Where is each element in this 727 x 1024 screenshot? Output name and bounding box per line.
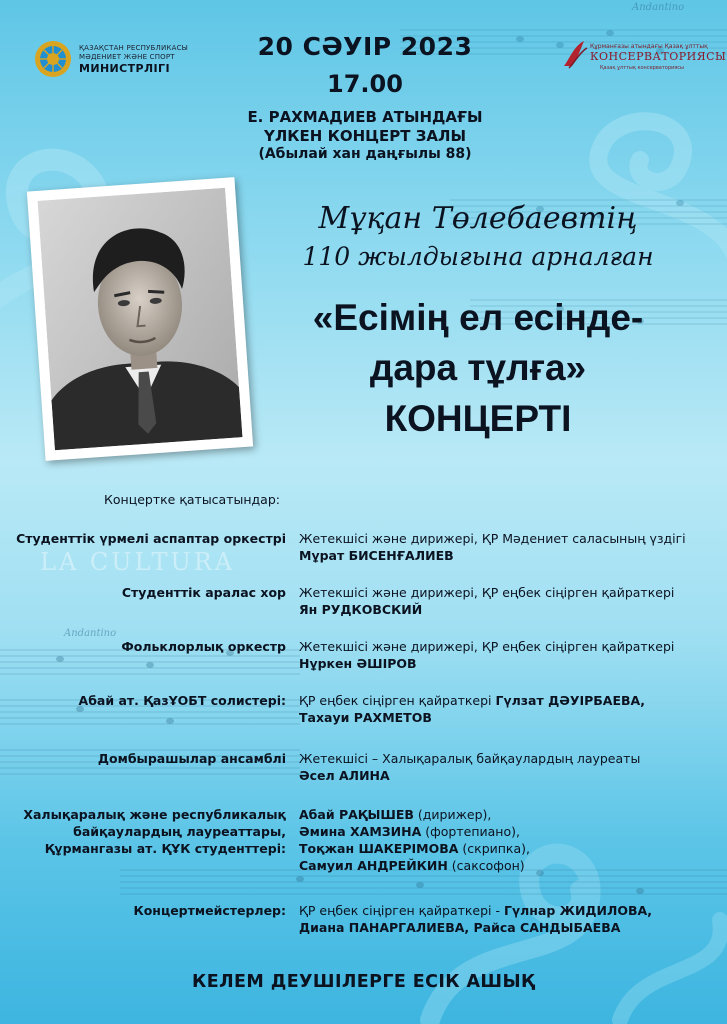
participant-title: (саксофон) bbox=[447, 858, 525, 873]
participant-details-line bbox=[299, 530, 686, 547]
participant-details-line bbox=[299, 584, 674, 601]
participant-group-label bbox=[23, 806, 286, 857]
portrait-image bbox=[38, 188, 243, 451]
participant-details bbox=[299, 902, 652, 936]
participant-group-label-line: Құрмангазы ат. ҚҰК студенттері: bbox=[44, 841, 286, 856]
participant-group-label-line: Студенттік үрмелі аспаптар оркестрі bbox=[16, 531, 286, 546]
participant-group-label bbox=[122, 584, 286, 601]
tempo-marking-bottom: Andantino bbox=[64, 628, 117, 639]
participant-details-line bbox=[299, 823, 530, 840]
participant-details-line bbox=[299, 692, 645, 709]
participant-group-label-line: Абай ат. ҚазҰОБТ солистері: bbox=[78, 693, 286, 708]
participants-intro: Концертке қатысатындар: bbox=[104, 492, 280, 507]
venue-address: (Абылай хан даңғылы 88) bbox=[258, 146, 472, 162]
participant-group-label bbox=[79, 692, 286, 709]
conservatory-line-2: КОНСЕРВАТОРИЯСЫ bbox=[590, 50, 727, 63]
concert-time: 17.00 bbox=[327, 70, 403, 98]
ministry-line-1: ҚАЗАҚСТАН РЕСПУБЛИКАСЫ bbox=[79, 44, 189, 52]
participant-name: Самуил АНДРЕЙКИН bbox=[299, 858, 448, 873]
participant-name: Тахауи РАХМЕТОВ bbox=[299, 710, 432, 725]
participant-details-line bbox=[299, 919, 652, 936]
participant-details-line bbox=[299, 767, 640, 784]
venue-line-2: ҮЛКЕН КОНЦЕРТ ЗАЛЫ bbox=[263, 127, 467, 145]
participant-title: ҚР еңбек сіңірген қайраткері - bbox=[299, 903, 504, 918]
participant-name: Гүлзат ДӘУІРБАЕВА, bbox=[495, 693, 645, 708]
participant-name: Мұрат БИСЕНҒАЛИЕВ bbox=[299, 548, 454, 563]
participant-details-line bbox=[299, 709, 645, 726]
participant-group-label bbox=[134, 902, 287, 919]
participant-title: Жетекшісі және дирижері, ҚР Мәдениет саласының үздігі bbox=[299, 531, 686, 546]
footer-invitation: КЕЛЕМ ДЕУШІЛЕРГЕ ЕСІК АШЫҚ bbox=[192, 972, 535, 992]
concert-date: 20 СӘУІР 2023 bbox=[257, 32, 473, 61]
faded-background-text: LA CULTURA bbox=[40, 548, 236, 576]
participant-group-label-line: Фольклорлық оркестр bbox=[121, 639, 286, 654]
participant-details bbox=[299, 638, 674, 672]
participant-details bbox=[299, 806, 530, 874]
participant-details bbox=[299, 750, 640, 784]
venue-line-1: Е. РАХМАДИЕВ АТЫНДАҒЫ bbox=[247, 108, 483, 126]
conservatory-line-3: Қазақ ұлттық консерваториясы bbox=[600, 65, 684, 71]
participant-title: (фортепиано), bbox=[421, 824, 520, 839]
participant-details bbox=[299, 692, 645, 726]
participant-name: Гүлнар ЖИДИЛОВА, bbox=[504, 903, 652, 918]
participant-details bbox=[299, 584, 674, 618]
participant-details-line bbox=[299, 547, 686, 564]
ministry-line-2: МӘДЕНИЕТ ЖӘНЕ СПОРТ bbox=[79, 53, 175, 61]
title-line-3: «Есімің ел есінде- bbox=[312, 297, 644, 338]
tempo-marking-top: Andantino bbox=[632, 2, 685, 13]
participant-details-line bbox=[299, 655, 674, 672]
participant-details-line bbox=[299, 638, 674, 655]
participant-details-line bbox=[299, 750, 640, 767]
participant-title: Жетекшісі және дирижері, ҚР еңбек сіңірген қайраткері bbox=[299, 639, 675, 654]
participant-title: ҚР еңбек сіңірген қайраткері bbox=[299, 693, 496, 708]
ministry-line-3: МИНИСТРЛІГІ bbox=[79, 62, 170, 75]
participant-group-label-line: Халықаралық және республикалық bbox=[23, 807, 286, 822]
title-line-4: дара тұлға» bbox=[369, 347, 587, 388]
conservatory-line-1: Құрманғазы атындағы Қазақ ұлттық bbox=[590, 43, 708, 50]
participant-name: Әсел АЛИНА bbox=[299, 768, 390, 783]
participant-details-line bbox=[299, 902, 652, 919]
title-line-5: КОНЦЕРТІ bbox=[384, 398, 572, 439]
participant-group-label bbox=[98, 750, 286, 767]
title-line-2: 110 жылдығына арналған bbox=[302, 242, 654, 271]
participant-name: Тоқжан ШАКЕРІМОВА bbox=[299, 841, 459, 856]
participant-details-line bbox=[299, 840, 530, 857]
participant-group-label bbox=[121, 638, 286, 655]
participant-group-label-line: Студенттік аралас хор bbox=[121, 585, 286, 600]
portrait-photo bbox=[27, 177, 253, 461]
title-line-1: Мұқан Төлебаевтің bbox=[318, 201, 638, 236]
participant-name: Әмина ХАМЗИНА bbox=[299, 824, 422, 839]
participant-details-line bbox=[299, 601, 674, 618]
participant-details-line bbox=[299, 857, 530, 874]
participant-group-label-line: Концертмейстерлер: bbox=[133, 903, 286, 918]
participant-group-label bbox=[16, 530, 286, 547]
participant-name: Диана ПАНАРГАЛИЕВА, Райса САНДЫБАЕВА bbox=[299, 920, 621, 935]
state-emblem-icon bbox=[34, 40, 72, 78]
participant-name: Абай РАҚЫШЕВ bbox=[299, 807, 414, 822]
participant-group-label-line: Домбырашылар ансамблі bbox=[97, 751, 286, 766]
participant-details-line bbox=[299, 806, 530, 823]
participant-title: (дирижер), bbox=[413, 807, 492, 822]
conservatory-mark-icon bbox=[560, 38, 590, 70]
participant-title: Жетекшісі және дирижері, ҚР еңбек сіңірген қайраткері bbox=[299, 585, 675, 600]
participant-details bbox=[299, 530, 686, 564]
participant-title: (скрипка), bbox=[458, 841, 530, 856]
participant-name: Ян РУДКОВСКИЙ bbox=[299, 602, 423, 617]
participant-name: Нұркен ӘШІРОВ bbox=[299, 656, 417, 671]
participant-title: Жетекшісі – Халықаралық байқаулардың лауреаты bbox=[299, 751, 641, 766]
participant-group-label-line: байқаулардың лауреаттары, bbox=[73, 824, 286, 839]
